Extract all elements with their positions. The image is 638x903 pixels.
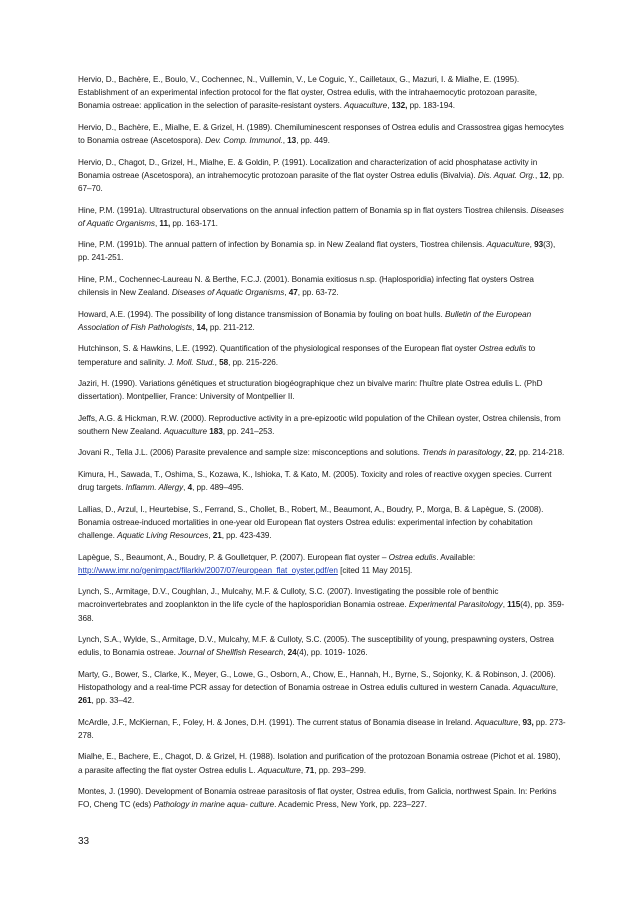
reference-pages: , pp. 63-72. bbox=[297, 288, 339, 298]
reference-separator: , bbox=[534, 170, 540, 180]
reference-pages: , pp. 241–253. bbox=[222, 426, 275, 436]
reference-volume: 24 bbox=[287, 648, 297, 658]
reference-separator: , bbox=[387, 101, 392, 111]
reference-text: Howard, A.E. (1994). The possibility of long distance transmission of Bonamia by fouling on boat hulls. bbox=[78, 309, 445, 319]
reference-entry bbox=[78, 273, 566, 299]
reference-pages: pp. 273-278. bbox=[78, 717, 566, 740]
reference-journal: Dis. Aquat. Org. bbox=[477, 170, 535, 180]
reference-journal: Bulletin of the European Association of Fish Pathologists bbox=[78, 309, 532, 332]
reference-entry bbox=[78, 716, 566, 742]
reference-pages: , pp. 293–299. bbox=[314, 765, 366, 775]
reference-journal: Aquaculture bbox=[163, 426, 207, 436]
reference-text: Hine, P.M. (1991a). Ultrastructural observations on the annual infection pattern of Bonamia sp in flat oysters Tiostrea chilensis. bbox=[78, 205, 531, 215]
reference-text: Hervio, D., Chagot, D., Grizel, H., Mialhe, E. & Goldin, P. (1991). Localization and characterization of acid phosphatase activity in Bonamia ostreae (Ascetospora), an intrahemocytic protozoan parasite of the flat oyster Ostrea edulis (Bivalvia). bbox=[78, 157, 538, 180]
reference-entry bbox=[78, 468, 566, 494]
reference-entry bbox=[78, 585, 566, 625]
reference-separator: . bbox=[274, 800, 279, 810]
reference-separator: , bbox=[192, 322, 197, 332]
reference-journal: Diseases of Aquatic Organisms bbox=[171, 288, 285, 298]
reference-volume: 71 bbox=[305, 765, 315, 775]
reference-text: Jovani R., Tella J.L. (2006) Parasite prevalence and sample size: misconceptions and solutions. bbox=[78, 448, 423, 458]
reference-entry bbox=[78, 668, 566, 708]
reference-pages: [cited 11 May 2015]. bbox=[337, 565, 413, 575]
reference-entry bbox=[78, 633, 566, 659]
reference-pages: , pp. 33–42. bbox=[91, 696, 135, 706]
reference-volume: 93 bbox=[534, 240, 544, 250]
reference-separator: , bbox=[214, 357, 220, 367]
reference-text: to temperature and salinity. bbox=[78, 344, 536, 367]
reference-journal: Diseases of Aquatic Organisms bbox=[78, 205, 564, 228]
reference-text: Jaziri, H. (1990). Variations génétiques et structuration biogéographique chez un bivalve marin: l'huître plate Ostrea edulis L. (PhD dissertation). Montpellier, France: University of Montpellier II. bbox=[78, 379, 543, 402]
reference-journal: Dev. Comp. Immunol. bbox=[205, 136, 283, 146]
reference-text: McArdle, J.F., McKiernan, F., Foley, H. & Jones, D.H. (1991). The current status of Bonamia disease in Ireland. bbox=[78, 717, 475, 727]
reference-entry bbox=[78, 73, 566, 113]
reference-pages: pp. 211-212. bbox=[207, 322, 255, 332]
reference-text: . Available: bbox=[436, 552, 476, 562]
reference-text: Lynch, S.A., Wylde, S., Armitage, D.V., Mulcahy, M.F. & Culloty, S.C. (2005). The susceptibility of young, prespawning oysters, Ostrea edulis, to Bonamia ostreae. bbox=[78, 635, 554, 658]
reference-text: Hutchinson, S. & Hawkins, L.E. (1992). Quantification of the physiological responses of the European flat oyster bbox=[78, 344, 479, 354]
reference-volume: 13 bbox=[287, 136, 297, 146]
reference-separator: , bbox=[282, 136, 288, 146]
reference-entry bbox=[78, 156, 566, 196]
reference-pages: , pp. 423-439. bbox=[221, 531, 272, 541]
reference-entry bbox=[78, 238, 566, 264]
reference-text: Kimura, H., Sawada, T., Oshima, S., Kozawa, K., Ishioka, T. & Kato, M. (2005). Toxicity and roles of reactive oxygen species. Current drug targets. bbox=[78, 469, 552, 493]
reference-pages: , pp. 449. bbox=[296, 136, 330, 146]
reference-text: Lallias, D., Arzul, I., Heurtebise, S., Ferrand, S., Chollet, B., Robert, M., Beaumont, A., Boudry, P., Morga, B. & Lapègue, S. (2008). Bonamia ostreae-induced mortalities in one-year old European flat oysters Ostrea edulis: experimental infection by cohabitation challenge. bbox=[78, 504, 544, 541]
reference-entry bbox=[78, 503, 566, 543]
reference-volume: 11, bbox=[159, 218, 171, 228]
reference-pages: , pp. 489–495. bbox=[192, 483, 244, 493]
reference-entry bbox=[78, 377, 566, 403]
reference-journal: Inflamm. Allergy bbox=[125, 483, 184, 493]
reference-text: Lynch, S., Armitage, D.V., Coughlan, J., Mulcahy, M.F. & Culloty, S.C. (2007). Investigating the possible role of benthic macroinvertebrates and zooplankton in the life cycle of the haplosporidian Bonamia ostreae. bbox=[78, 587, 499, 610]
reference-pages: Academic Press, New York, pp. 223–227. bbox=[278, 800, 427, 810]
reference-journal: Trends in parasitology bbox=[422, 448, 501, 458]
reference-separator: , bbox=[183, 483, 188, 493]
reference-journal: Aquaculture bbox=[344, 101, 388, 111]
reference-journal: Aquaculture bbox=[257, 765, 301, 775]
reference-volume: 4 bbox=[187, 483, 193, 493]
reference-entry bbox=[78, 750, 566, 776]
reference-pages: (4), pp. 1019- 1026. bbox=[296, 648, 368, 658]
reference-volume: 21 bbox=[212, 531, 222, 541]
reference-text: Hine, P.M. (1991b). The annual pattern of infection by Bonamia sp. in New Zealand flat oysters, Tiostrea chilensis. bbox=[78, 240, 487, 250]
reference-text: Montes, J. (1990). Development of Bonamia ostreae parasitosis of flat oyster, Ostrea edulis, from Galicia, northwest Spain. In: Perkins FO, Cheng TC (eds) bbox=[78, 787, 557, 810]
reference-species: Ostrea edulis bbox=[388, 552, 437, 562]
reference-species: Ostrea edulis bbox=[478, 344, 527, 354]
page-number: 33 bbox=[78, 836, 90, 847]
reference-volume: 14, bbox=[196, 322, 208, 332]
reference-pages: pp. 163-171. bbox=[170, 218, 218, 228]
reference-entry bbox=[78, 204, 566, 230]
reference-separator: , bbox=[154, 218, 160, 228]
reference-pages: (3), pp. 241-251. bbox=[78, 240, 556, 263]
reference-entry bbox=[78, 308, 566, 334]
reference-volume: 115 bbox=[507, 600, 521, 610]
reference-separator: , bbox=[300, 765, 306, 775]
reference-text: Hine, P.M., Cochennec-Laureau N. & Berthe, F.C.J. (2001). Bonamia exitiosus n.sp. (Haplosporidia) infecting flat oysters Ostrea chilensis in New Zealand. bbox=[78, 274, 534, 298]
reference-volume: 261 bbox=[78, 696, 92, 706]
reference-journal: Aquaculture bbox=[512, 683, 556, 693]
reference-volume: 58 bbox=[219, 357, 229, 367]
reference-separator: , bbox=[208, 531, 213, 541]
reference-volume: 22 bbox=[505, 448, 515, 458]
reference-pages: , pp. 214-218. bbox=[514, 448, 565, 458]
reference-entry bbox=[78, 446, 566, 459]
reference-pages: (4), pp. 359-368. bbox=[78, 600, 565, 623]
reference-journal: Aquatic Living Resources bbox=[117, 531, 209, 541]
reference-pages: pp. 183-194. bbox=[407, 101, 455, 111]
reference-entry bbox=[78, 551, 566, 577]
reference-volume: 12 bbox=[539, 170, 549, 180]
reference-entry bbox=[78, 412, 566, 438]
reference-text: Marty, G., Bower, S., Clarke, K., Meyer, G., Lowe, G., Osborn, A., Chow, E., Hannah, H., Byrne, S., Sojonky, K. & Robinson, J. (2006). Histopathology and a real-time PCR assay for detection of Bonamia ostreae in Ostrea edulis cultured in western Canada. bbox=[78, 669, 556, 693]
reference-separator: , bbox=[555, 683, 558, 693]
reference-volume: 183 bbox=[209, 426, 223, 436]
reference-entry bbox=[78, 342, 566, 368]
reference-text: Hervio, D., Bachère, E., Boulo, V., Cochennec, N., Vuillemin, V., Le Coguic, Y., Cailletaux, G., Mazuri, I. & Mialhe, E. (1995). Establishment of an experimental infection protocol for the flat oyster, Ostrea edulis, with the intrahaemocytic protozoan parasite, Bonamia ostreae: application in the selection of parasite-resistant oysters. bbox=[78, 75, 537, 111]
reference-journal: Aquaculture bbox=[486, 240, 530, 250]
reference-journal: Aquaculture bbox=[474, 717, 518, 727]
reference-list bbox=[78, 73, 566, 820]
reference-pages: , pp. 67–70. bbox=[78, 170, 565, 194]
reference-volume: 93, bbox=[522, 717, 534, 727]
reference-separator: , bbox=[283, 648, 288, 658]
reference-volume: 132, bbox=[391, 101, 408, 111]
reference-text: Lapègue, S., Beaumont, A., Boudry, P. & Goulletquer, P. (2007). European flat oyster – bbox=[78, 552, 389, 562]
reference-link[interactable]: http://www.imr.no/genimpact/filarkiv/2007/07/european_flat_oyster.pdf/en bbox=[78, 565, 338, 575]
reference-journal: J. Moll. Stud. bbox=[168, 357, 215, 367]
reference-volume: 47 bbox=[288, 288, 298, 298]
reference-separator: , bbox=[502, 600, 508, 610]
reference-text: Hervio, D., Bachère, E., Mialhe, E. & Grizel, H. (1989). Chemiluminescent responses of Ostrea edulis and Crassostrea gigas hemocytes to Bonamia ostreae (Ascetospora). bbox=[78, 122, 564, 146]
reference-separator: , bbox=[517, 717, 523, 727]
reference-journal: Experimental Parasitology bbox=[408, 600, 503, 610]
reference-journal: Journal of Shellfish Research bbox=[178, 648, 284, 658]
reference-separator: , bbox=[500, 448, 506, 458]
reference-entry bbox=[78, 785, 566, 811]
reference-entry bbox=[78, 121, 566, 147]
reference-separator: , bbox=[284, 288, 289, 298]
reference-text: Mialhe, E., Bachere, E., Chagot, D. & Grizel, H. (1988). Isolation and purification of the protozoan Bonamia ostreae (Pichot et al. 1980), a parasite affecting the flat oyster Ostrea edulis L. bbox=[78, 752, 561, 775]
reference-text: Jeffs, A.G. & Hickman, R.W. (2000). Reproductive activity in a pre-epizootic wild population of the Chilean oyster, Ostrea chilensis, from southern New Zealand. bbox=[78, 413, 561, 436]
reference-journal: Pathology in marine aqua- culture bbox=[153, 800, 275, 810]
reference-pages: , pp. 215-226. bbox=[228, 357, 278, 367]
reference-separator: , bbox=[529, 240, 535, 250]
